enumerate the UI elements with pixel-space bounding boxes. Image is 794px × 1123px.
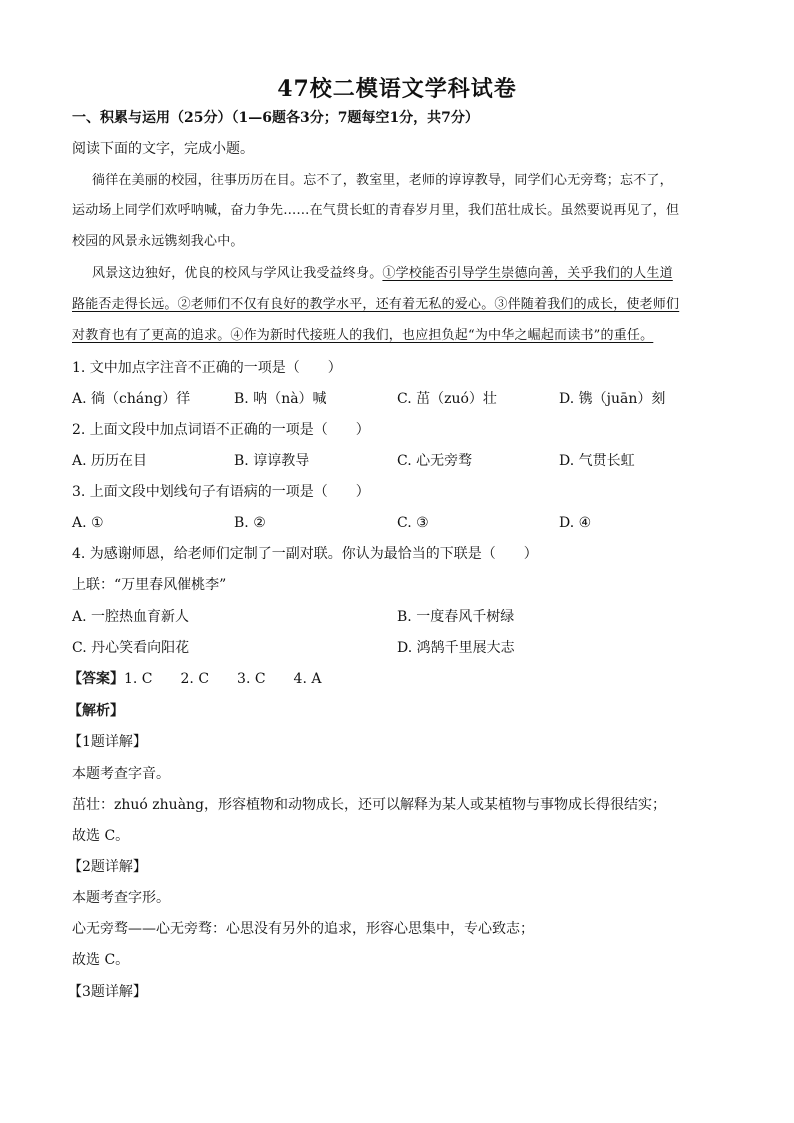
answer-line (68, 669, 321, 689)
detail-1-line: 本题考查字音。 (72, 766, 170, 782)
q2-option-b: B. 谆谆教导 (234, 453, 310, 469)
couplet-upper-line: 上联：“万里春风催桃李” (72, 577, 227, 593)
q1-option-d: D. 镌（juān）刻 (559, 391, 666, 407)
q4-option-d: D. 鸿鹄千里展大志 (397, 640, 515, 656)
q4-option-a: A. 一腔热血育新人 (72, 609, 190, 625)
detail-2-line: 本题考查字形。 (72, 890, 170, 906)
q1-option-c: C. 茁（zuó）壮 (397, 391, 497, 407)
question-2-stem: 2. 上面文段中加点词语不正确的一项是（ ） (72, 422, 370, 438)
detail-1-heading: 【1题详解】 (68, 734, 147, 750)
q2-option-c: C. 心无旁骛 (397, 453, 473, 469)
underlined-sentence: 对教育也有了更高的追求。④作为新时代接班人的我们，也应担负起“为中华之崛起而读书”的重任。 (72, 328, 654, 343)
q3-option-d: D. ④ (559, 515, 592, 531)
analysis-tag: 【解析】 (68, 703, 124, 719)
answer-tag: 【答案】 (68, 671, 124, 687)
detail-1-line: 茁壮：zhuó zhuàng，形容植物和动物成长，还可以解释为某人或某植物与事物成长得很结实； (72, 797, 667, 813)
q2-option-d: D. 气贯长虹 (559, 453, 635, 469)
section-heading: 一、积累与运用（25分）（1—6题各3分；7题每空1分，共7分） (72, 110, 479, 126)
page-title: 47校二模语文学科试卷 (277, 76, 517, 102)
question-1-stem: 1. 文中加点字注音不正确的一项是（ ） (72, 360, 342, 376)
q3-option-c: C. ③ (397, 515, 429, 531)
q3-option-b: B. ② (234, 515, 266, 531)
detail-2-line: 故选 C。 (72, 952, 130, 968)
passage-line: 校园的风景永远镌刻我心中。 (72, 234, 244, 249)
underlined-sentence: 路能否走得长远。②老师们不仅有良好的教学水平，还有着无私的爱心。③伴随着我们的成长，使老师们 (72, 297, 680, 312)
passage-line: 运动场上同学们欢呼呐喊，奋力争先……在气贯长虹的青春岁月里，我们茁壮成长。虽然要说再见了，但 (72, 203, 680, 218)
passage-line (92, 264, 673, 284)
q4-option-c: C. 丹心笑看向阳花 (72, 640, 190, 656)
underlined-sentence: ①学校能否引导学生崇德向善，关乎我们的人生道 (382, 266, 673, 281)
q1-option-b: B. 呐（nà）喊 (234, 391, 327, 407)
detail-1-line: 故选 C。 (72, 828, 130, 844)
passage-line: 徜徉在美丽的校园，往事历历在目。忘不了，教室里，老师的谆谆教导，同学们心无旁骛；忘不了， (92, 173, 673, 188)
q2-option-a: A. 历历在目 (72, 453, 148, 469)
question-3-stem: 3. 上面文段中划线句子有语病的一项是（ ） (72, 484, 370, 500)
reading-instruction: 阅读下面的文字，完成小题。 (72, 141, 254, 157)
q3-option-a: A. ① (72, 515, 104, 531)
answer-values: 1. C 2. C 3. C 4. A (124, 671, 322, 687)
passage-text: 风景这边独好，优良的校风与学风让我受益终身。 (92, 266, 383, 281)
detail-2-line: 心无旁骛——心无旁骛：心思没有另外的追求，形容心思集中，专心致志； (72, 921, 534, 937)
question-4-stem: 4. 为感谢师恩，给老师们定制了一副对联。你认为最恰当的下联是（ ） (72, 546, 538, 562)
detail-2-heading: 【2题详解】 (68, 859, 147, 875)
q4-option-b: B. 一度春风千树绿 (397, 609, 515, 625)
q1-option-a: A. 徜（cháng）徉 (72, 391, 191, 407)
detail-3-heading: 【3题详解】 (68, 984, 147, 1000)
